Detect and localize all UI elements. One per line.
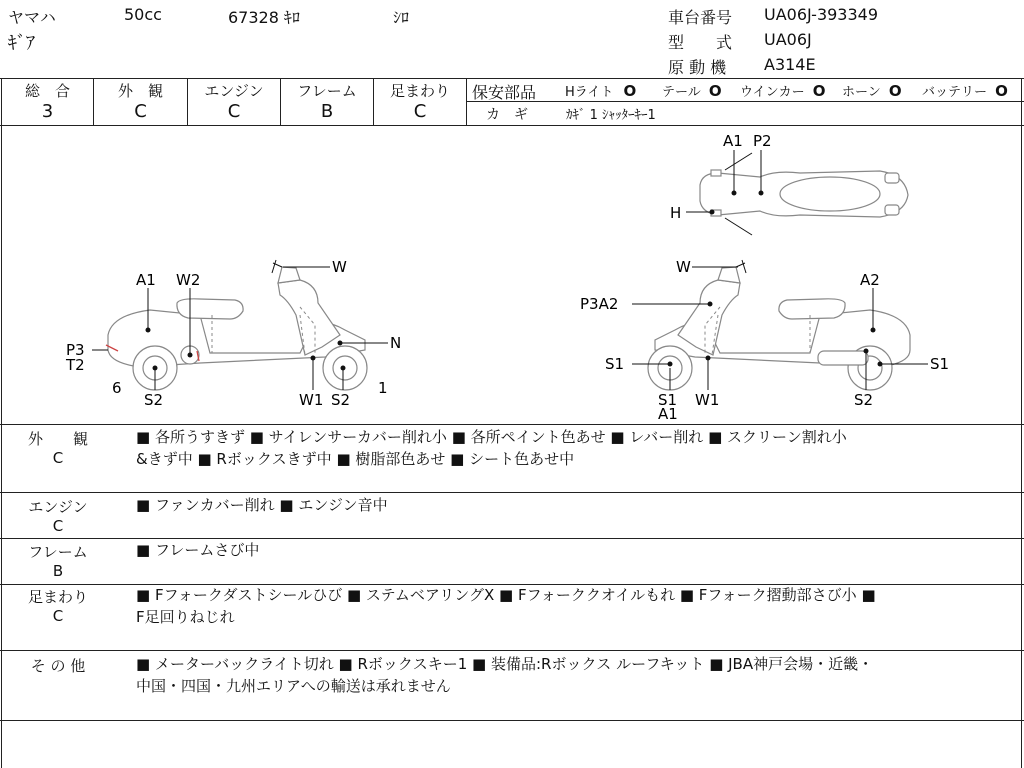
- diagram-label: W2: [176, 271, 201, 289]
- diagram-label: P3: [66, 341, 85, 359]
- remarks-suspension-line-2: F足回りねじれ: [136, 608, 235, 626]
- engine-model-label: 原 動 機: [668, 58, 727, 77]
- status-circle-icon: O: [708, 82, 722, 100]
- safety-item-label: テール: [662, 85, 701, 100]
- status-circle-icon: O: [888, 82, 902, 100]
- diagram-label: T2: [66, 356, 85, 374]
- remarks-frame-grade: B: [52, 562, 64, 580]
- engine-model-value: A314E: [764, 55, 816, 74]
- diagram-label: S2: [144, 391, 164, 409]
- status-circle-icon: O: [812, 82, 826, 100]
- diagram-label: A1: [136, 271, 156, 289]
- remarks-suspension-line-1: ■ Fフォークダストシールひび ■ ステムベアリングX ■ Fフォーククオイルもれ ■ Fフォーク摺動部さび小 ■: [136, 586, 876, 604]
- frame-no-value: UA06J-393349: [764, 5, 879, 24]
- remarks-other-line-2: 中国・四国・九州エリアへの輸送は承れません: [136, 677, 451, 695]
- diagram-label: 1: [378, 379, 388, 397]
- frame-grade-label: フレーム: [297, 82, 357, 100]
- diagram-label: A1: [723, 132, 743, 150]
- remarks-other-line-1: ■ メーターバックライト切れ ■ Rボックスキー1 ■ 装備品:Rボックス ルーフキット ■ JBA神戸会場・近畿・: [136, 655, 874, 673]
- type-value: UA06J: [764, 30, 812, 49]
- remarks-frame-title: フレーム: [28, 543, 88, 561]
- mileage: 67328 ｷﾛ: [228, 8, 300, 27]
- diagram-label: S1: [658, 391, 678, 409]
- diagram-label: A2: [860, 271, 880, 289]
- remarks-exterior-title: 外 観: [27, 430, 88, 448]
- scooter-top-view: [700, 153, 908, 235]
- safety-parts-label: 保安部品: [472, 83, 537, 102]
- safety-item-horn: [842, 81, 902, 100]
- remarks-engine-grade: C: [52, 517, 64, 535]
- remarks-other-title: そ の 他: [30, 657, 86, 675]
- color: ｼﾛ: [393, 8, 410, 27]
- diagram-label: N: [390, 334, 402, 352]
- diagram-label: P3A2: [580, 295, 619, 313]
- diagram-label: H: [670, 204, 682, 222]
- diagram-label: S1: [605, 355, 625, 373]
- overall-grade-label: 総 合: [24, 82, 70, 100]
- safety-item-label: バッテリー: [922, 85, 988, 100]
- suspension-grade-value: C: [413, 101, 427, 122]
- safety-item-label: ウインカー: [740, 85, 805, 100]
- remarks-suspension-title: 足まわり: [27, 588, 88, 606]
- status-circle-icon: O: [995, 82, 1008, 100]
- maker: ヤマハ: [8, 8, 56, 27]
- exterior-grade-label: 外 観: [117, 82, 163, 100]
- diagram-label: A1: [658, 405, 678, 423]
- keys-label: カ ギ: [486, 107, 528, 123]
- suspension-grade-label: 足まわり: [389, 82, 450, 100]
- diagram-label: S2: [854, 391, 874, 409]
- model-name: ｷﾞｱ: [8, 33, 35, 54]
- overall-grade-value: 3: [41, 101, 54, 122]
- safety-item-battery: [922, 81, 1008, 100]
- remarks-exterior-line-2: &きず中 ■ Rボックスきず中 ■ 樹脂部色あせ ■ シート色あせ中: [136, 450, 575, 468]
- displacement: 50cc: [124, 5, 162, 24]
- engine-grade-value: C: [227, 101, 241, 122]
- diagram-label: W: [676, 258, 691, 276]
- remarks-frame-line-1: ■ フレームさび中: [136, 541, 260, 559]
- type-label: 型 式: [668, 33, 733, 52]
- engine-grade-label: エンジン: [204, 82, 264, 100]
- diagram-label: S1: [930, 355, 950, 373]
- remarks-engine-line-1: ■ ファンカバー削れ ■ エンジン音中: [136, 496, 388, 514]
- remarks-suspension-grade: C: [52, 607, 64, 625]
- remarks-exterior-grade: C: [52, 449, 64, 467]
- remarks-engine-title: エンジン: [28, 498, 88, 516]
- damage-diagram: [0, 125, 1024, 425]
- status-circle-icon: O: [623, 82, 637, 100]
- safety-item-label: Hライト: [565, 85, 614, 100]
- safety-item-taillight: [662, 81, 722, 100]
- diagram-label: 6: [112, 379, 122, 397]
- safety-item-headlight: [565, 81, 636, 100]
- diagram-label: P2: [753, 132, 772, 150]
- frame-no-label: 車台番号: [668, 8, 733, 27]
- diagram-label: S2: [331, 391, 351, 409]
- safety-item-winker: [740, 81, 826, 100]
- frame-grade-value: B: [320, 101, 334, 122]
- exterior-grade-value: C: [134, 101, 147, 122]
- diagram-label: W1: [299, 391, 324, 409]
- diagram-label: W: [332, 258, 347, 276]
- safety-item-label: ホーン: [842, 85, 881, 100]
- diagram-label: W1: [695, 391, 720, 409]
- keys-value: ｶｷﾞ 1 ｼｬｯﾀｰｷｰ1: [566, 108, 656, 123]
- remarks-exterior-line-1: ■ 各所うすきず ■ サイレンサーカバー削れ小 ■ 各所ペイント色あせ ■ レバー削れ ■ スクリーン割れ小: [136, 428, 847, 446]
